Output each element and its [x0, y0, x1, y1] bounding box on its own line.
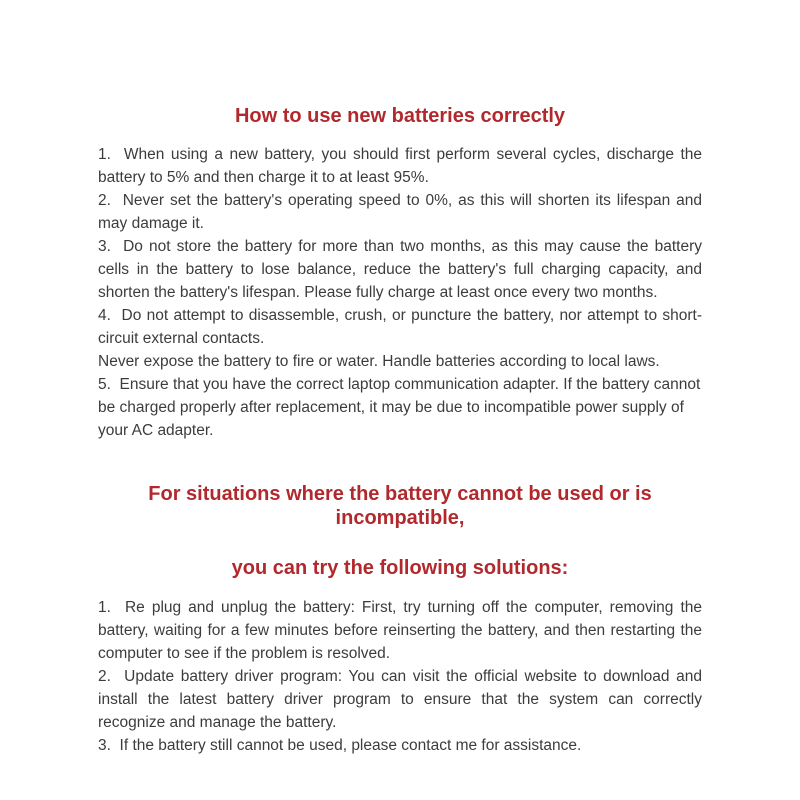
solution-item-1: 1. Re plug and unplug the battery: First, try turning off the computer, removing the battery, waiting for a few minutes before reinserting the battery, and then restarting the computer to see if the problem is resolved.: [98, 599, 702, 662]
page-title: How to use new batteries correctly: [234, 105, 566, 127]
solutions-section: [98, 596, 702, 757]
usage-item-3: 3. Do not store the battery for more than two months, as this may cause the battery cells in the battery to lose balance, reduce the battery's full charging capacity, and shorten the battery's lifespan. Please fully charge at least once every two months.: [98, 238, 702, 301]
usage-item-1: 1. When using a new battery, you should first perform several cycles, discharge the battery to 5% and then charge it to at least 95%.: [98, 146, 702, 186]
solutions-heading-line-1: For situations where the battery cannot be used or is incompatible,: [148, 483, 652, 529]
usage-item-4: 4. Do not attempt to disassemble, crush, or puncture the battery, nor attempt to short-circuit external contacts.: [98, 307, 702, 347]
solution-item-2: 2. Update battery driver program: You can visit the official website to download and install the latest battery driver program to ensure that the system can correctly recognize and manage the battery.: [98, 668, 702, 731]
document-content: [98, 104, 702, 757]
usage-item-2: 2. Never set the battery's operating speed to 0%, as this will shorten its lifespan and may damage it.: [98, 192, 702, 232]
solutions-heading-line-2: you can try the following solutions:: [231, 557, 569, 579]
usage-note-fire-water: Never expose the battery to fire or water. Handle batteries according to local laws.: [98, 353, 660, 370]
usage-instructions-section: [98, 143, 702, 442]
solution-item-3: 3. If the battery still cannot be used, please contact me for assistance.: [98, 737, 582, 754]
usage-item-5: 5. Ensure that you have the correct laptop communication adapter. If the battery cannot be charged properly after replacement, it may be due to incompatible power supply of your AC adapter.: [98, 376, 701, 439]
